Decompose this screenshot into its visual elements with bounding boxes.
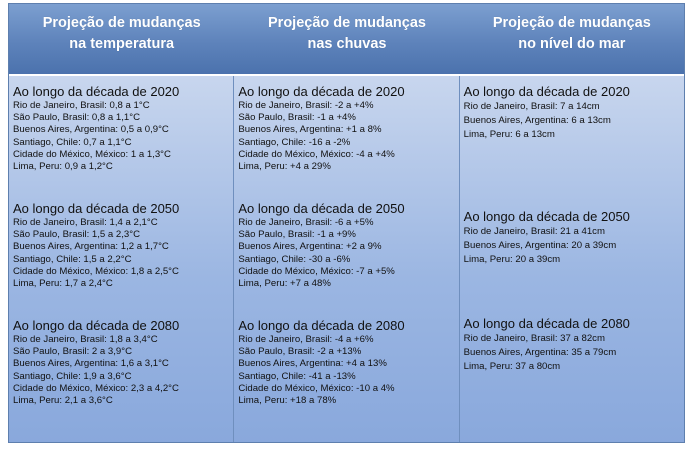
header-temperature-line2: na temperatura [69,36,175,52]
column-sea-level [460,76,684,443]
list-item: Buenos Aires, Argentina: 6 a 13cm [463,115,611,126]
list-item: Lima, Peru: 6 a 13cm [463,129,555,140]
group-title: Ao longo da década de 2050 [13,201,180,216]
list-item: Buenos Aires, Argentina: +1 a 8% [238,124,382,136]
temperature-group-2080 [13,318,179,407]
column-temperature [9,76,234,443]
temperature-group-2020 [13,84,179,173]
group-title: Ao longo da década de 2080 [463,316,630,331]
sea-level-group-2020 [464,84,630,142]
header-sea-level-line1: Projeção de mudanças [492,15,651,31]
group-title: Ao longo da década de 2080 [238,318,405,333]
group-title: Ao longo da década de 2020 [238,84,405,99]
list-item: Cidade do México, México: 1 a 1,3°C [13,148,171,160]
list-item: Cidade do México, México: -7 a +5% [238,265,395,277]
list-item: Lima, Peru: 20 a 39cm [463,254,561,265]
group-title: Ao longo da década de 2050 [463,209,630,224]
list-item: Lima, Peru: 0,9 a 1,2°C [13,161,113,173]
list-item: Rio de Janeiro, Brasil: 1,4 a 2,1°C [13,217,158,228]
rainfall-group-2050 [238,201,404,290]
header-rainfall-line1: Projeção de mudanças [268,15,426,31]
header-rainfall-line2: nas chuvas [307,36,387,52]
list-item: Rio de Janeiro, Brasil: 21 a 41cm [463,226,605,237]
header-temperature-line1: Projeção de mudanças [42,15,201,31]
list-item: São Paulo, Brasil: -1 a +4% [238,112,356,124]
list-item: Buenos Aires, Argentina: +4 a 13% [238,358,387,370]
list-item: Lima, Peru: 1,7 a 2,4°C [13,278,113,290]
list-item: Buenos Aires, Argentina: +2 a 9% [238,241,382,253]
table-body [9,76,684,443]
column-rainfall [234,76,459,443]
list-item: Santiago, Chile: -41 a -13% [238,370,356,382]
list-item: Lima, Peru: 37 a 80cm [463,361,561,372]
table-header [9,4,684,74]
list-item: Rio de Janeiro, Brasil: 37 a 82cm [463,333,605,344]
sea-level-group-2080 [464,316,630,374]
temperature-group-2050 [13,201,179,290]
list-item: Buenos Aires, Argentina: 35 a 79cm [463,347,617,358]
header-rainfall [234,4,459,74]
list-item: Rio de Janeiro, Brasil: 1,8 a 3,4°C [13,334,158,345]
list-item: Santiago, Chile: 0,7 a 1,1°C [13,136,132,148]
projection-table [8,3,685,443]
list-item: Cidade do México, México: -10 a 4% [238,382,395,394]
list-item: Cidade do México, México: 2,3 a 4,2°C [13,382,179,394]
group-title: Ao longo da década de 2080 [13,318,180,333]
rainfall-group-2020 [238,84,404,173]
list-item: Lima, Peru: +18 a 78% [238,395,337,407]
list-item: Buenos Aires, Argentina: 1,6 a 3,1°C [13,358,169,370]
list-item: Santiago, Chile: 1,9 a 3,6°C [13,370,132,382]
list-item: São Paulo, Brasil: 0,8 a 1,1°C [13,112,141,124]
list-item: Rio de Janeiro, Brasil: -2 a +4% [238,100,374,111]
list-item: Buenos Aires, Argentina: 20 a 39cm [463,240,617,251]
list-item: Buenos Aires, Argentina: 1,2 a 1,7°C [13,241,169,253]
rainfall-group-2080 [238,318,404,407]
header-temperature [9,4,234,74]
list-item: Cidade do México, México: 1,8 a 2,5°C [13,265,179,277]
list-item: São Paulo, Brasil: -2 a +13% [238,346,362,358]
list-item: Rio de Janeiro, Brasil: -4 a +6% [238,334,374,345]
list-item: Rio de Janeiro, Brasil: 0,8 a 1°C [13,100,150,111]
group-title: Ao longo da década de 2020 [463,84,630,99]
group-title: Ao longo da década de 2020 [13,84,180,99]
list-item: Rio de Janeiro, Brasil: -6 a +5% [238,217,374,228]
list-item: Rio de Janeiro, Brasil: 7 a 14cm [463,101,600,112]
list-item: São Paulo, Brasil: 1,5 a 2,3°C [13,229,141,241]
group-title: Ao longo da década de 2050 [238,201,405,216]
list-item: Cidade do México, México: -4 a +4% [238,148,395,160]
list-item: Lima, Peru: +7 a 48% [238,278,331,290]
header-sea-level-line2: no nível do mar [518,36,626,52]
list-item: São Paulo, Brasil: 2 a 3,9°C [13,346,133,358]
sea-level-group-2050 [464,209,630,267]
list-item: São Paulo, Brasil: -1 a +9% [238,229,356,241]
list-item: Santiago, Chile: -30 a -6% [238,253,351,265]
list-item: Buenos Aires, Argentina: 0,5 a 0,9°C [13,124,169,136]
list-item: Lima, Peru: 2,1 a 3,6°C [13,395,113,407]
list-item: Lima, Peru: +4 a 29% [238,161,331,173]
header-sea-level [460,4,684,74]
list-item: Santiago, Chile: -16 a -2% [238,136,351,148]
list-item: Santiago, Chile: 1,5 a 2,2°C [13,253,132,265]
